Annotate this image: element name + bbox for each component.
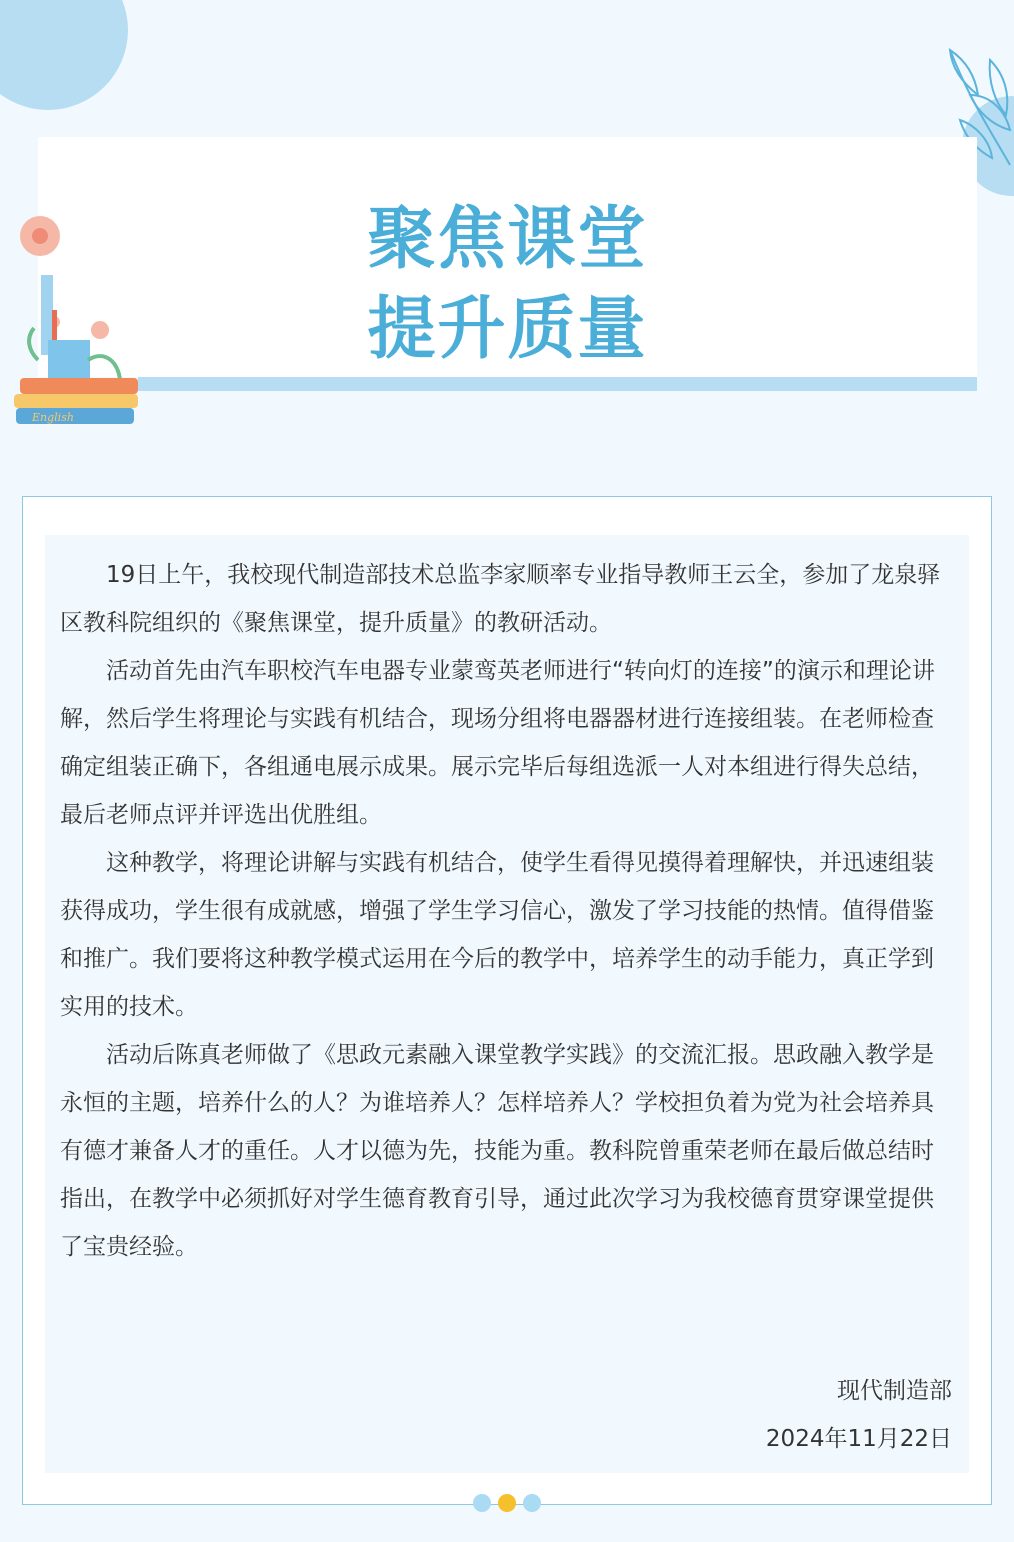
book-label: English (32, 411, 74, 424)
article-paragraph-1: 19日上午，我校现代制造部技术总监李家顺率专业指导教师王云全，参加了龙泉驿区教科院组织的《聚焦课堂，提升质量》的教研活动。 (60, 562, 941, 636)
decor-dot-left (473, 1494, 491, 1512)
article-paragraph-3: 这种教学，将理论讲解与实践有机结合，使学生看得见摸得着理解快，并迅速组装获得成功，学生很有成就感，增强了学生学习信心，激发了学习技能的热情。值得借鉴和推广。我们要将这种教学模式运用在今后的教学中，培养学生的动手能力，真正学到实用的技术。 (60, 850, 934, 1020)
title-underline-bar (138, 377, 977, 391)
signature-date: 2024年11月22日 (765, 1426, 952, 1452)
title-card (38, 137, 977, 377)
signature-org: 现代制造部 (837, 1378, 952, 1404)
article-paragraph-2: 活动首先由汽车职校汽车电器专业蒙鸾英老师进行“转向灯的连接”的演示和理论讲解，然后学生将理论与实践有机结合，现场分组将电器器材进行连接组装。在老师检查确定组装正确下，各组通电展示成果。展示完毕后每组选派一人对本组进行得失总结，最后老师点评并评选出优胜组。 (60, 658, 935, 828)
decor-dot-right (523, 1494, 541, 1512)
books-pen-flower-icon (8, 210, 148, 435)
decor-circle-top-left (0, 0, 128, 110)
title-line-1: 聚焦课堂 (367, 200, 648, 279)
article-paragraph-4: 活动后陈真老师做了《思政元素融入课堂教学实践》的交流汇报。思政融入教学是永恒的主题，培养什么的人？为谁培养人？怎样培养人？学校担负着为党为社会培养具有德才兼备人才的重任。人才以德为先，技能为重。教科院曾重荣老师在最后做总结时指出，在教学中必须抓好对学生德育教育引导，通过此次学习为我校德育贯穿课堂提供了宝贵经验。 (60, 1042, 934, 1260)
title-line-2: 提升质量 (367, 290, 648, 369)
decor-dot-center (498, 1494, 516, 1512)
